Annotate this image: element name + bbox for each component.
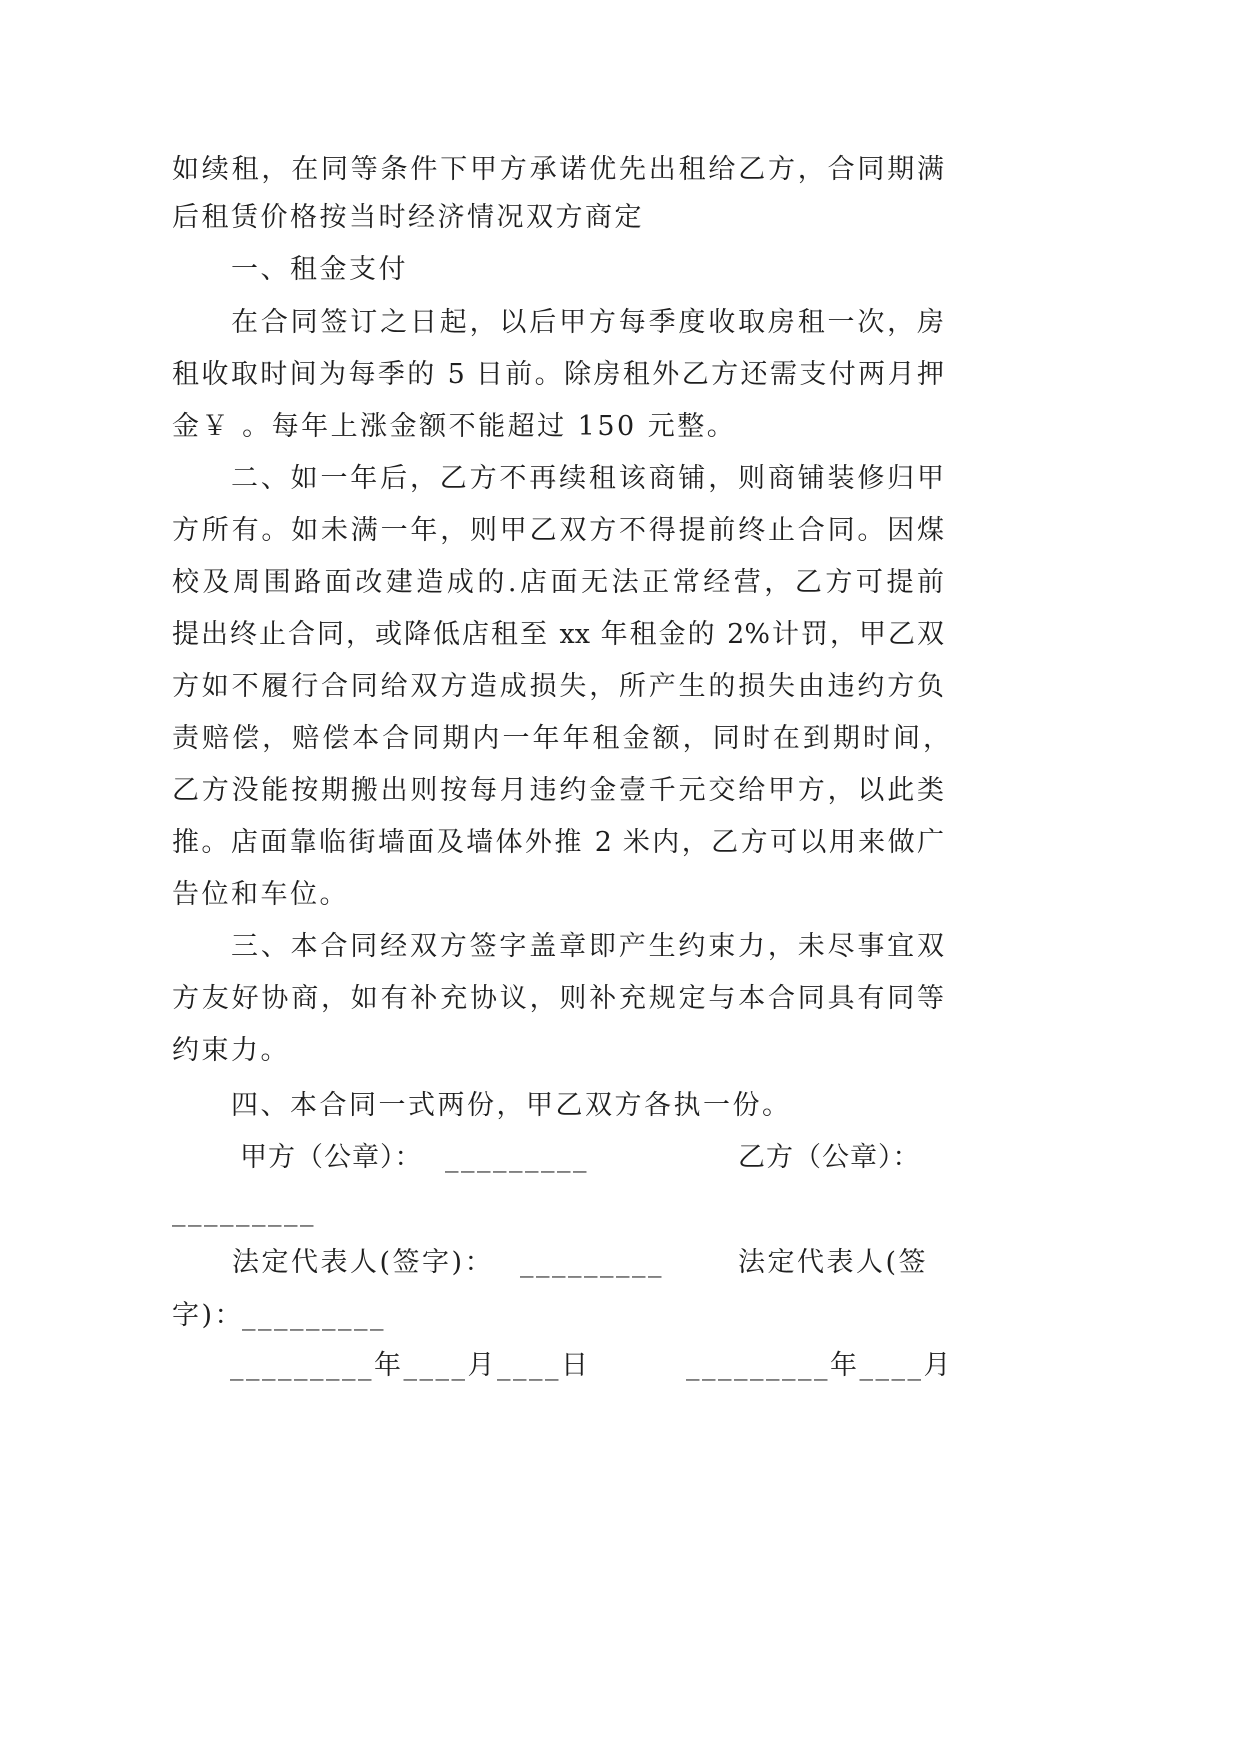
section-heading-rent-payment: 一、租金支付 <box>231 254 408 285</box>
legal-rep-row <box>0 1243 1241 1283</box>
clause-three-line: 约束力。 <box>172 1035 290 1066</box>
clause-two-line: 责赔偿，赔偿本合同期内一年年租金额，同时在到期时间， <box>172 723 950 754</box>
date-row <box>0 1346 1241 1386</box>
party-a-seal-label: 甲方（公章）： <box>240 1142 423 1173</box>
seal-blank-row <box>0 1192 1241 1232</box>
clause-two-line: 乙方没能按期搬出则按每月违约金壹千元交给甲方，以此类 <box>172 775 944 806</box>
seal-row <box>0 1138 1241 1178</box>
clause-two-line: 推。店面靠临街墙面及墙体外推 2 米内，乙方可以用来做广 <box>172 827 944 858</box>
body-line: 租收取时间为每季的 5 日前。除房租外乙方还需支付两月押 <box>172 359 944 390</box>
party-b-date: _________年____月 <box>686 1350 953 1381</box>
party-b-rep-blank: _________ <box>242 1300 386 1331</box>
clause-four-line: 四、本合同一式两份，甲乙双方各执一份。 <box>231 1090 792 1121</box>
clause-three-line: 方友好协商，如有补充协议，则补充规定与本合同具有同等 <box>172 983 944 1014</box>
clause-two-line: 校及周围路面改建造成的.店面无法正常经营，乙方可提前 <box>172 567 944 598</box>
party-b-seal-label: 乙方（公章）： <box>738 1142 921 1173</box>
clause-two-line: 方如不履行合同给双方造成损失，所产生的损失由违约方负 <box>172 671 944 702</box>
clause-two-line: 方所有。如未满一年，则甲乙双方不得提前终止合同。因煤 <box>172 515 944 546</box>
body-line: 后租赁价格按当时经济情况双方商定 <box>172 202 644 233</box>
party-a-date: _________年____月____日 <box>230 1350 591 1381</box>
clause-two-line: 告位和车位。 <box>172 879 349 910</box>
party-a-seal-blank: _________ <box>445 1142 589 1173</box>
party-a-rep-label: 法定代表人(签字)： <box>232 1247 495 1278</box>
clause-two-line: 提出终止合同，或降低店租至 xx 年租金的 2%计罚，甲乙双 <box>172 619 944 650</box>
party-b-rep-label-end: 字)： <box>172 1300 245 1331</box>
clause-three-line: 三、本合同经双方签字盖章即产生约束力，未尽事宜双 <box>231 931 944 962</box>
body-line: 在合同签订之日起，以后甲方每季度收取房租一次，房 <box>231 307 944 338</box>
party-b-seal-blank: _________ <box>172 1196 316 1227</box>
body-line: 如续租，在同等条件下甲方承诺优先出租给乙方，合同期满 <box>172 154 944 185</box>
body-line: 金￥ 。每年上涨金额不能超过 150 元整。 <box>172 411 737 442</box>
clause-two-line: 二、如一年后，乙方不再续租该商铺，则商铺装修归甲 <box>231 463 944 494</box>
party-b-rep-label-start: 法定代表人(签 <box>738 1247 929 1278</box>
party-a-rep-blank: _________ <box>520 1247 664 1278</box>
legal-rep-continued-row <box>0 1296 1241 1336</box>
